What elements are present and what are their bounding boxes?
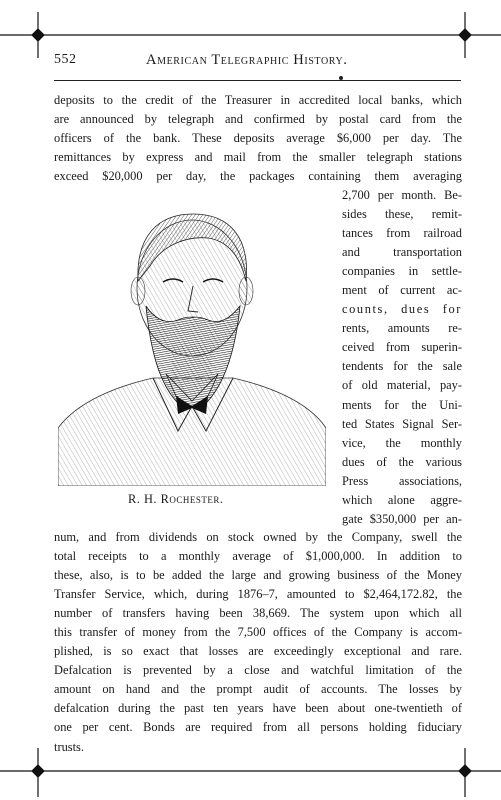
text-line: remittances by express and mail from the smaller telegraph stations <box>54 150 462 165</box>
text-line: and transportation <box>342 245 462 260</box>
paragraph-bottom <box>54 528 462 757</box>
text-line: trusts. <box>54 739 84 754</box>
text-line: these, also, is to be added the large and growing business of the Money <box>54 568 462 583</box>
text-line: one per cent. Bonds are required from all persons holding fiduciary <box>54 720 462 735</box>
text-line: ted States Signal Ser- <box>342 416 462 431</box>
text-line: rents, amounts re- <box>342 321 462 336</box>
text-line: Transfer Service, which, during 1876–7, amounted to $2,464,172.82, the <box>54 587 462 602</box>
page-number: 552 <box>54 52 77 67</box>
wrap-column <box>326 186 462 529</box>
text-line: tances from railroad <box>342 226 462 241</box>
text-line: plished, is so exact that losses are exceedingly exceptional and rare. <box>54 644 462 659</box>
text-line: which alone aggre- <box>342 492 462 507</box>
text-line: ment of current ac- <box>342 283 462 298</box>
text-line: num, and from dividends on stock owned by the Company, swell the <box>54 530 462 544</box>
text-line: amount on hand and the prompt audit of accounts. The losses by <box>54 682 462 697</box>
text-line: total receipts to a monthly average of $1,000,000. In addition to <box>54 549 462 564</box>
text-line: are announced by telegraph and confirmed by postal card from the <box>54 112 462 127</box>
header-rule-ornament <box>339 76 343 80</box>
text-line: this transfer of money from the 7,500 offices of the Company is accom- <box>54 625 462 640</box>
text-line: exceed $20,000 per day, the packages containing them averaging <box>54 169 462 184</box>
running-header <box>54 52 460 74</box>
paragraph-top <box>54 91 462 186</box>
text-line: defalcation during the past ten years have been about one-twentieth of <box>54 701 462 716</box>
text-line: companies in settle- <box>342 264 462 279</box>
text-line: officers of the bank. These deposits average $6,000 per day. The <box>54 131 462 146</box>
text-line: dues of the various <box>342 454 462 469</box>
text-line: tendents for the sale <box>342 359 462 374</box>
portrait-caption: R. H. Rochester. <box>128 492 224 506</box>
text-line: vice, the monthly <box>342 435 462 450</box>
text-line: counts, dues for <box>342 302 462 317</box>
header-rule <box>54 80 461 81</box>
text-line: number of transfers having been 38,669. The system upon which all <box>54 606 462 621</box>
text-line: ceived from superin- <box>342 340 462 355</box>
text-line: Defalcation is prevented by a close and watchful limitation of the <box>54 663 462 678</box>
text-line: sides these, remit- <box>342 207 462 222</box>
text-line: gate $350,000 per an- <box>342 511 462 526</box>
text-line: 2,700 per month. Be- <box>342 188 462 202</box>
text-line: ments for the Uni- <box>342 397 462 412</box>
text-line: deposits to the credit of the Treasurer in accredited local banks, which <box>54 93 462 107</box>
text-line: of old material, pay- <box>342 378 462 393</box>
portrait-illustration-icon <box>58 196 326 486</box>
text-line: Press associations, <box>342 473 462 488</box>
running-title: American Telegraphic History. <box>146 52 348 68</box>
